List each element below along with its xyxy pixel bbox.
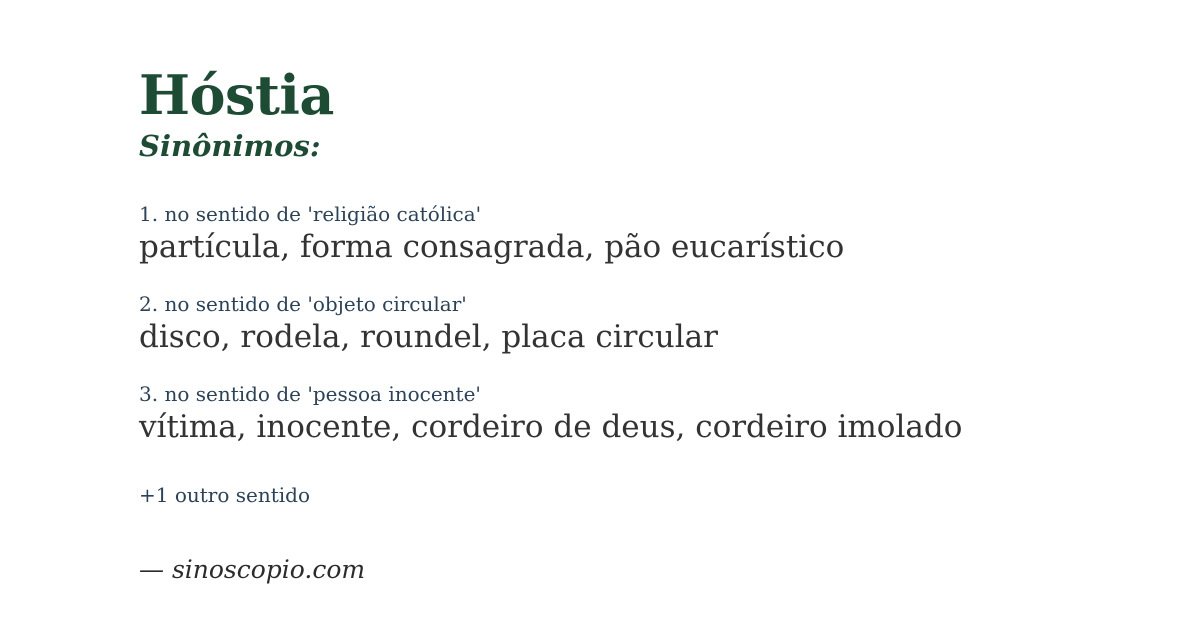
attribution: — sinoscopio.com [139, 554, 366, 584]
page-title: Hóstia [139, 63, 334, 127]
sense-item-3 [139, 381, 1140, 449]
sense-item-1 [139, 201, 1140, 269]
sense-synonyms: vítima, inocente, cordeiro de deus, cordeiro imolado [139, 409, 963, 446]
sense-synonyms: partícula, forma consagrada, pão eucarístico [139, 229, 845, 266]
senses-list [139, 201, 1140, 449]
sense-synonyms: disco, rodela, roundel, placa circular [139, 319, 718, 356]
more-senses-link[interactable]: +1 outro sentido [139, 482, 311, 507]
sense-item-2 [139, 291, 1140, 359]
sense-label: 3. no sentido de 'pessoa inocente' [139, 382, 481, 407]
sense-label: 2. no sentido de 'objeto circular' [139, 292, 467, 317]
synonyms-heading: Sinônimos: [139, 129, 321, 164]
sense-label: 1. no sentido de 'religião católica' [139, 202, 482, 227]
